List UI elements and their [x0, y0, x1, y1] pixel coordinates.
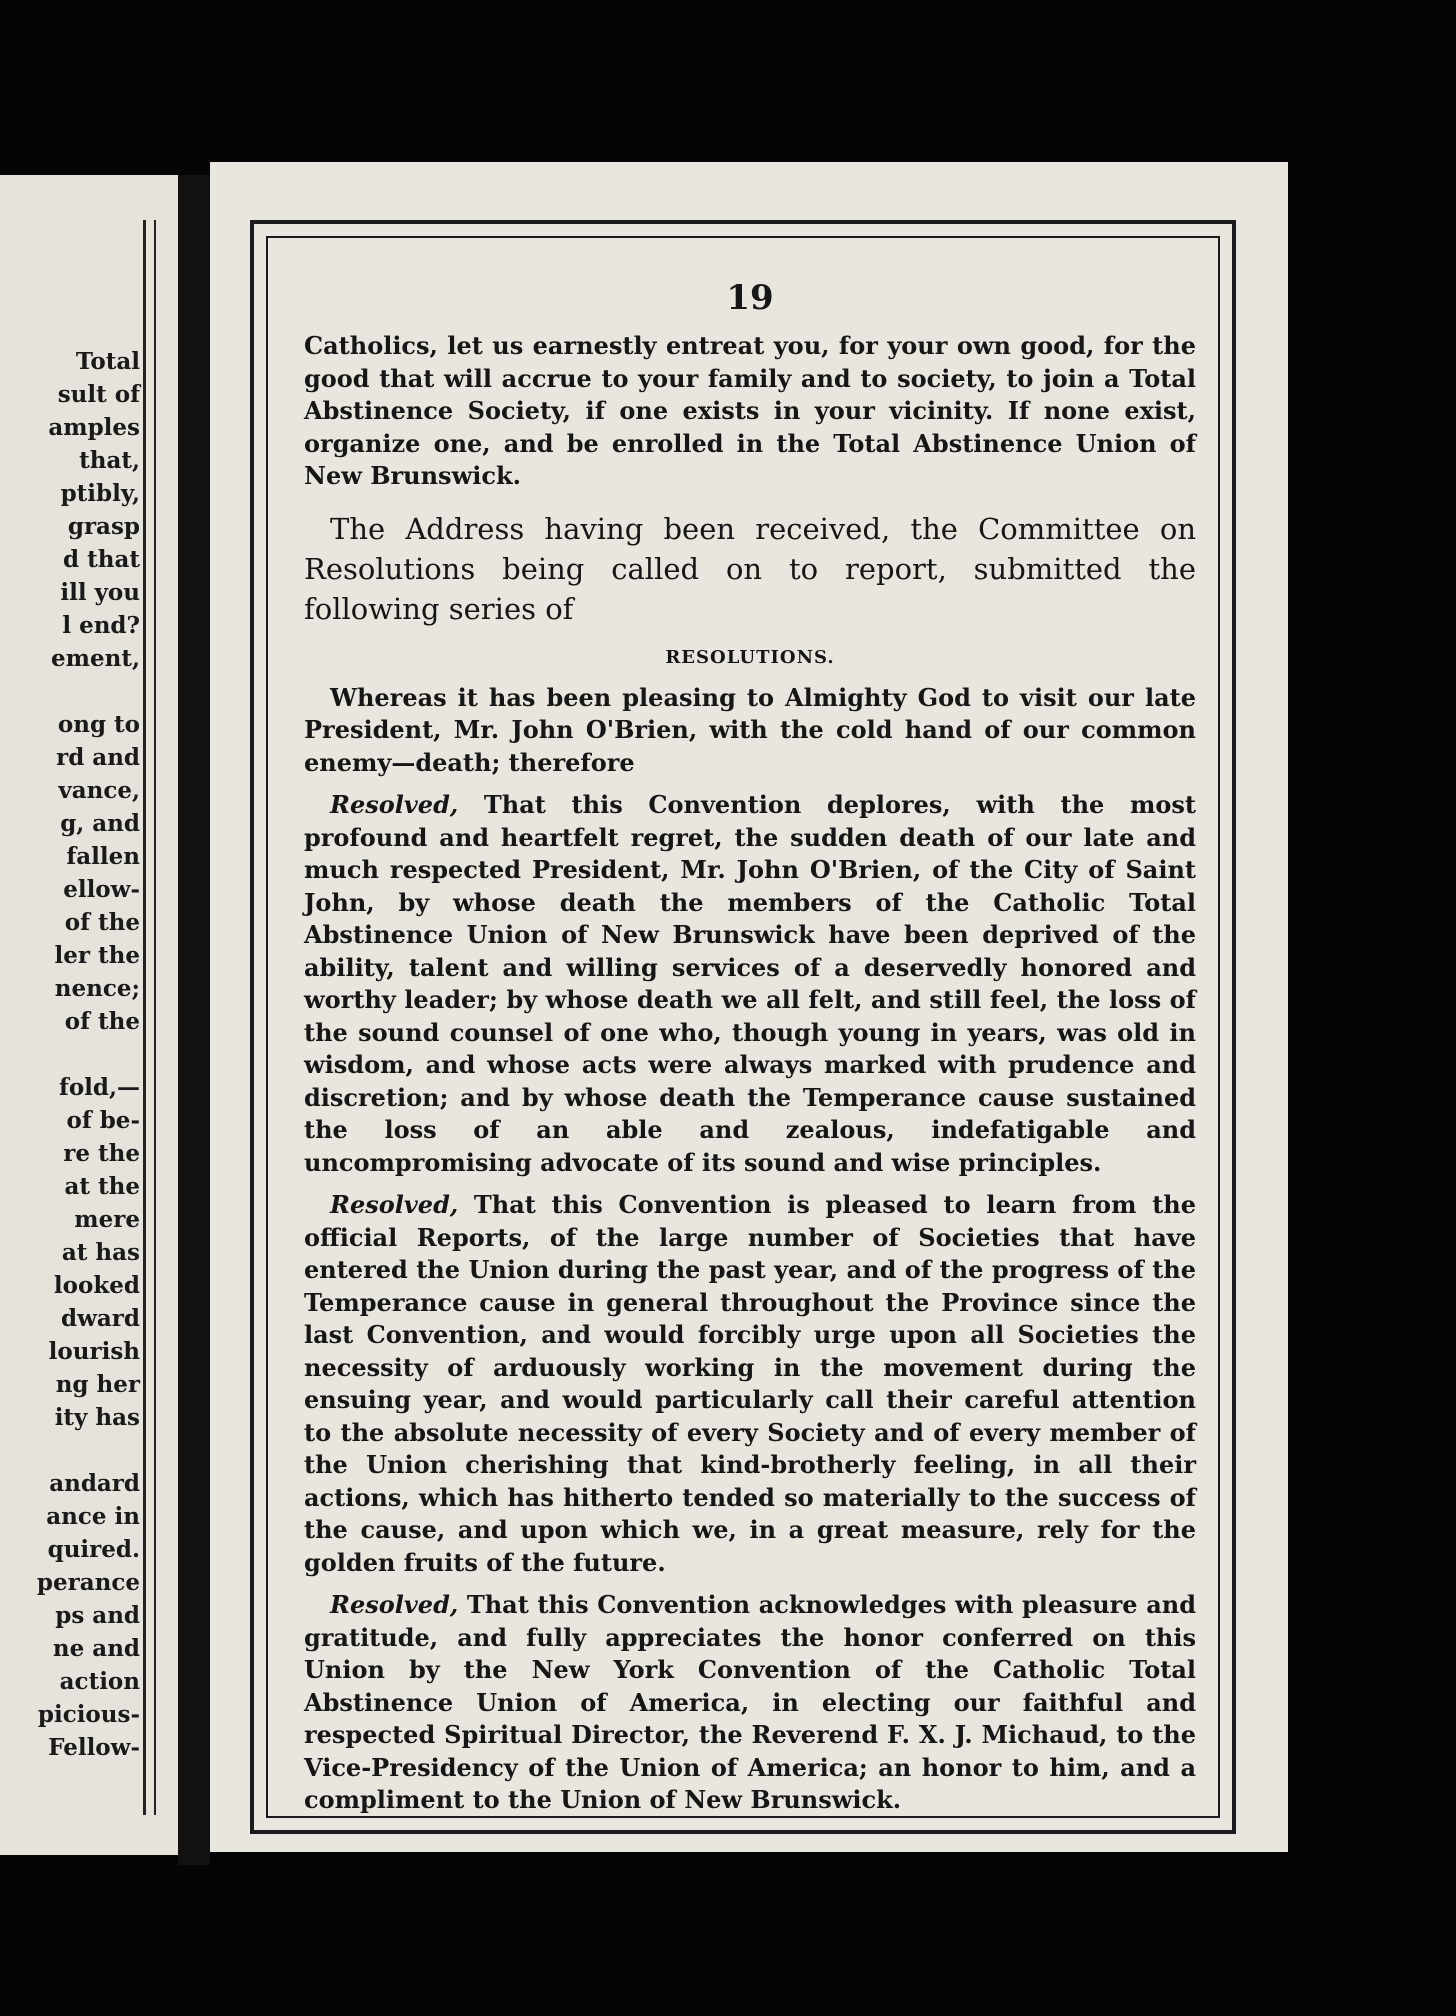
resolution-text: That this Convention is pleased to learn from the official Reports, of the large number of Societies that have entered the Union during the past year, and of the progress of the Temperance cause in general throughout the Province since the last Convention, and would forcibly urge upon all Societies the necessity of arduously working in the movement during the ensuing year, and would particularly call their careful attention to the absolute necessity of every Society and of every member of the Union cherishing that kind-brotherly feeling, in all their actions, which has hitherto tended so materially to the success of the cause, and upon which we, in a great measure, rely for the golden fruits of the future. [304, 1190, 1196, 1577]
left-page-line: ance in [46, 1503, 140, 1530]
resolutions-heading: RESOLUTIONS. [665, 646, 835, 668]
left-page-line: fold,— [58, 1074, 140, 1101]
left-page-frame-line [154, 220, 156, 1815]
page-inner-border [266, 236, 1220, 1818]
left-page-gap [0, 1434, 140, 1467]
left-page-line: that, [79, 447, 140, 474]
left-page-line: amples [48, 414, 140, 441]
left-page-line: l end? [62, 612, 140, 639]
book-gutter [178, 175, 210, 1865]
left-page-line: quired. [47, 1536, 140, 1563]
paragraph-address: The Address having been received, the Committee on Resolutions being called on to report, submitted the following series of [304, 511, 1196, 626]
left-page-line: Total [75, 348, 140, 375]
left-page-line: fallen [66, 843, 140, 870]
left-page-line: ellow- [63, 876, 140, 903]
resolution-3 [304, 1589, 1196, 1817]
left-page-line: ng her [55, 1371, 140, 1398]
left-page-line: ne and [52, 1635, 140, 1662]
left-page-line: mere [74, 1206, 140, 1233]
left-page-fragment [0, 175, 180, 1855]
left-page-line: of be- [66, 1107, 140, 1134]
whereas-paragraph: Whereas it has been pleasing to Almighty God to visit our late President, Mr. John O'Brien, with the cold hand of our common enemy—death; therefore [304, 682, 1196, 777]
left-page-line: picious- [37, 1701, 140, 1728]
left-page-line: at has [61, 1239, 140, 1266]
resolved-label: Resolved, [330, 1590, 459, 1619]
paragraph-catholics: Catholics, let us earnestly entreat you, for your own good, for the good that will accrue to your family and to society, to join a Total Abstinence Society, if one exists in your vicinity. If none exist, organize one, and be enrolled in the Total Abstinence Union of New Brunswick. [304, 331, 1196, 490]
left-page-line: Fellow- [48, 1734, 140, 1761]
document-page [210, 162, 1288, 1852]
left-page-line: ler the [54, 942, 140, 969]
page-border [250, 220, 1236, 1834]
left-page-gap [0, 675, 140, 708]
left-page-line: andard [49, 1470, 140, 1497]
resolved-label: Resolved, [330, 790, 459, 819]
left-page-text-column [0, 345, 140, 1764]
page-number: 19 [726, 278, 774, 318]
left-page-gap [0, 1038, 140, 1071]
left-page-line: ement, [51, 645, 140, 672]
left-page-line: perance [36, 1569, 140, 1596]
resolution-text: That this Convention deplores, with the most profound and heartfelt regret, the sudden death of our late and much respected President, Mr. John O'Brien, of the City of Saint John, by whose death the members of the Catholic Total Abstinence Union of New Brunswick have been deprived of the ability, talent and willing services of a deservedly honored and worthy leader; by whose death we all felt, and still feel, the loss of the sound counsel of one who, though young in years, was old in wisdom, and whose acts were always marked with prudence and discretion; and by whose death the Temperance cause sustained the loss of an able and zealous, indefatigable and uncompromising advocate of its sound and wise principles. [304, 790, 1196, 1177]
left-page-line: re the [63, 1140, 140, 1167]
resolution-2 [304, 1189, 1196, 1579]
left-page-line: dward [61, 1305, 140, 1332]
left-page-line: ong to [57, 711, 140, 738]
left-page-line: lourish [48, 1338, 140, 1365]
resolution-text: That this Convention acknowledges with pleasure and gratitude, and fully appreciates the honor conferred on this Union by the New York Convention of the Catholic Total Abstinence Union of America, in electing our faithful and respected Spiritual Director, the Reverend F. X. J. Michaud, to the Vice-Presidency of the Union of America; an honor to him, and a compliment to the Union of New Brunswick. [304, 1590, 1196, 1814]
left-page-line: of the [64, 1008, 140, 1035]
left-page-line: sult of [57, 381, 140, 408]
left-page-line: ps and [55, 1602, 140, 1629]
left-page-line: d that [63, 546, 140, 573]
left-page-line: action [59, 1668, 140, 1695]
left-page-line: at the [64, 1173, 140, 1200]
left-page-line: grasp [67, 513, 140, 540]
resolution-1 [304, 789, 1196, 1179]
left-page-line: vance, [58, 777, 140, 804]
left-page-line: rd and [56, 744, 140, 771]
left-page-line: ptibly, [60, 480, 140, 507]
resolved-label: Resolved, [330, 1190, 459, 1219]
left-page-line: ity has [54, 1404, 140, 1431]
left-page-line: of the [64, 909, 140, 936]
left-page-line: nence; [54, 975, 140, 1002]
left-page-line: g, and [60, 810, 140, 837]
left-page-line: looked [53, 1272, 140, 1299]
left-page-line: ill you [60, 579, 140, 606]
left-page-frame-line [143, 220, 146, 1815]
page-content [304, 278, 1196, 1827]
